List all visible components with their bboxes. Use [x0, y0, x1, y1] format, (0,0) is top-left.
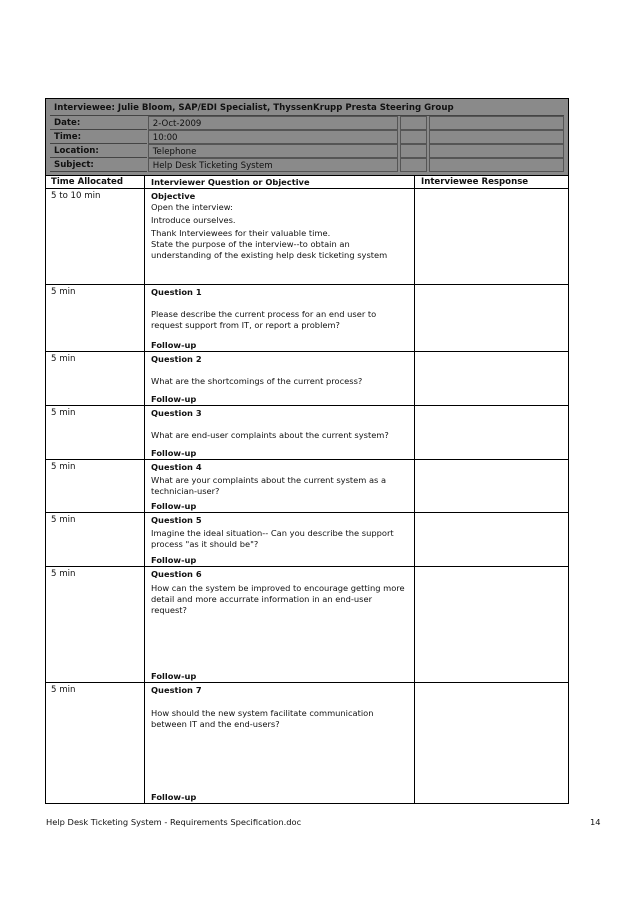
table-row: [45, 352, 569, 406]
question-line: technician-user?: [151, 486, 220, 496]
question-title: Question 5: [151, 515, 202, 525]
question-title: Question 3: [151, 408, 202, 418]
table-row: [45, 406, 569, 460]
question-line: What are the shortcomings of the current process?: [151, 376, 363, 386]
question-cell: [145, 683, 415, 803]
follow-up-label: Follow-up: [151, 448, 197, 458]
follow-up-label: Follow-up: [151, 501, 197, 511]
header-empty-cell: [429, 158, 564, 172]
header-empty-cell: [429, 116, 564, 130]
response-cell: [415, 683, 568, 803]
follow-up-label: Follow-up: [151, 340, 197, 350]
time-cell: 5 min: [46, 683, 145, 803]
header-empty-cell: [429, 144, 564, 158]
question-title: Objective: [151, 191, 196, 201]
date-label: Date:: [50, 116, 147, 130]
question-line: State the purpose of the interview--to obtain an: [151, 239, 350, 249]
table-row: [45, 683, 569, 804]
question-line: Thank Interviewees for their valuable time.: [151, 228, 331, 238]
column-header-response: Interviewee Response: [421, 177, 529, 187]
question-title: Question 1: [151, 287, 202, 297]
response-cell: [415, 513, 568, 566]
interview-header: [45, 98, 569, 176]
question-cell: [145, 352, 415, 405]
question-cell: [145, 406, 415, 459]
question-line: between IT and the end-users?: [151, 719, 280, 729]
time-cell: 5 min: [46, 352, 145, 405]
column-header-question: Interviewer Question or Objective: [145, 176, 415, 188]
date-value: 2-Oct-2009: [148, 116, 398, 130]
spacer: [151, 365, 408, 376]
time-label: Time:: [50, 130, 147, 144]
table-row: [45, 460, 569, 513]
question-cell: [145, 460, 415, 512]
column-header-time: Time Allocated: [46, 176, 145, 188]
question-line: request support from IT, or report a problem?: [151, 320, 340, 330]
response-cell: [415, 189, 568, 284]
follow-up-label: Follow-up: [151, 671, 197, 681]
interviewee-title: Interviewee: Julie Bloom, SAP/EDI Specialist, ThyssenKrupp Presta Steering Group: [50, 102, 564, 116]
spacer: [151, 696, 408, 708]
question-cell: [145, 189, 415, 284]
follow-up-label: Follow-up: [151, 555, 197, 565]
question-cell: [145, 567, 415, 682]
header-row-subject: [50, 158, 564, 172]
column-header-row: [45, 176, 569, 189]
table-row: [45, 285, 569, 352]
subject-value: Help Desk Ticketing System: [148, 158, 398, 172]
follow-up-label: Follow-up: [151, 792, 197, 802]
response-cell: [415, 352, 568, 405]
location-value: Telephone: [148, 144, 398, 158]
question-line: Please describe the current process for an end user to: [151, 309, 377, 319]
table-row: [45, 513, 569, 567]
header-empty-cell: [400, 130, 427, 144]
question-line: understanding of the existing help desk ticketing system: [151, 250, 388, 260]
question-line: What are end-user complaints about the current system?: [151, 430, 389, 440]
response-cell: [415, 567, 568, 682]
follow-up-label: Follow-up: [151, 394, 197, 404]
question-cell: [145, 285, 415, 351]
location-label: Location:: [50, 144, 147, 158]
question-line: Open the interview:: [151, 202, 233, 212]
question-line: request?: [151, 605, 187, 615]
time-cell: 5 min: [46, 460, 145, 512]
footer-document-name: Help Desk Ticketing System - Requirements Specification.doc: [46, 817, 302, 827]
time-cell: 5 min: [46, 513, 145, 566]
response-cell: [415, 285, 568, 351]
question-title: Question 7: [151, 685, 202, 695]
header-empty-cell: [429, 130, 564, 144]
question-line: What are your complaints about the current system as a: [151, 475, 387, 485]
header-row-time: [50, 130, 564, 144]
spacer: [151, 298, 408, 309]
header-row-location: [50, 144, 564, 158]
time-cell: 5 min: [46, 567, 145, 682]
question-title: Question 2: [151, 354, 202, 364]
question-title: Question 4: [151, 462, 202, 472]
footer-page-number: 14: [590, 817, 601, 827]
subject-label: Subject:: [50, 158, 147, 172]
header-empty-cell: [400, 116, 427, 130]
question-line: Introduce ourselves.: [151, 215, 236, 225]
time-cell: 5 min: [46, 406, 145, 459]
header-empty-cell: [400, 158, 427, 172]
time-cell: 5 to 10 min: [46, 189, 145, 284]
time-value: 10:00: [148, 130, 398, 144]
question-title: Question 6: [151, 569, 202, 579]
table-row: [45, 189, 569, 285]
table-row: [45, 567, 569, 683]
interview-table: [45, 98, 569, 804]
time-cell: 5 min: [46, 285, 145, 351]
question-line: How can the system be improved to encourage getting more: [151, 583, 405, 593]
header-empty-cell: [400, 144, 427, 158]
question-line: detail and more accurrate information in an end-user: [151, 594, 372, 604]
response-cell: [415, 460, 568, 512]
question-cell: [145, 513, 415, 566]
spacer: [151, 419, 408, 430]
response-cell: [415, 406, 568, 459]
question-line: How should the new system facilitate communication: [151, 708, 374, 718]
header-row-date: [50, 116, 564, 130]
question-line: Imagine the ideal situation-- Can you describe the support: [151, 528, 394, 538]
question-line: process "as it should be"?: [151, 539, 259, 549]
